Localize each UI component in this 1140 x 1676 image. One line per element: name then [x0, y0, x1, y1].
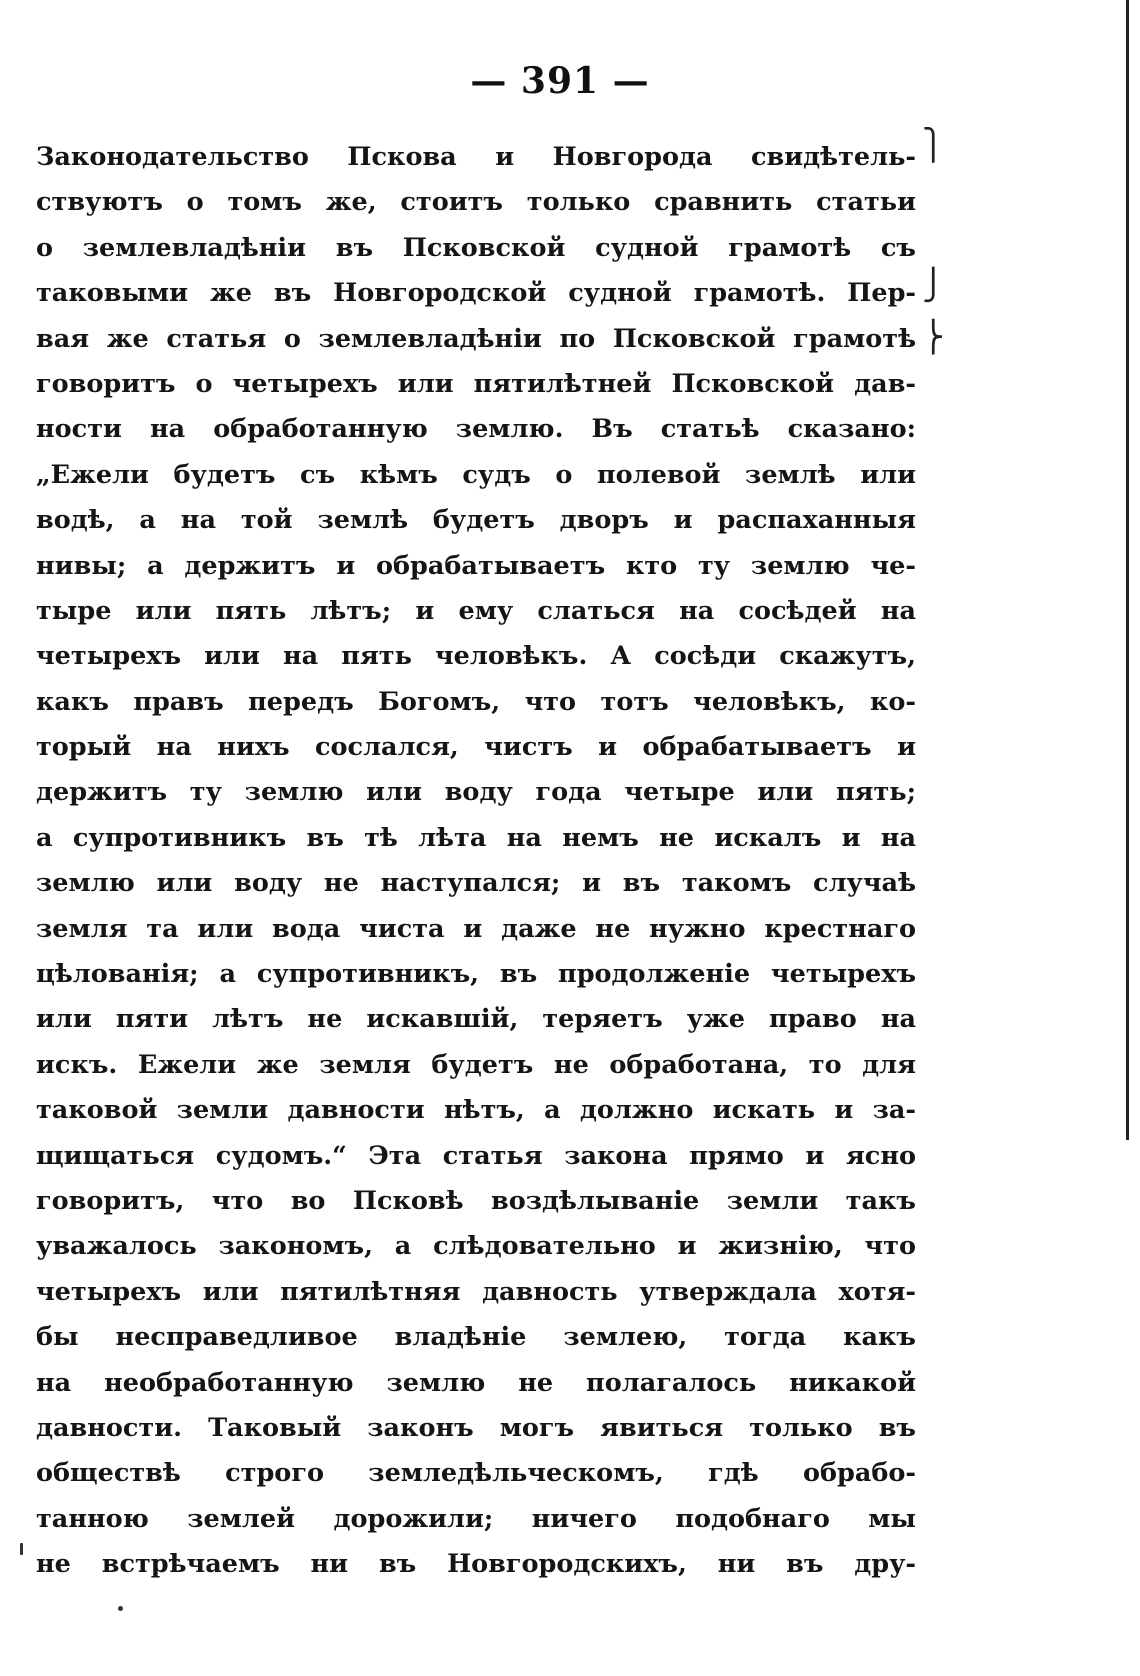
text-line: тыре или пять лѣтъ; и ему слаться на сосѣдей на — [36, 595, 916, 626]
page-number: — 391 — — [470, 60, 650, 102]
text-line: землю или воду не наступался; и въ такомъ случаѣ — [36, 868, 916, 899]
text-line: Законодательство Пскова и Новгорода свидѣтель- — [36, 142, 916, 172]
text-line: давности. Таковый законъ могъ явиться только въ — [36, 1412, 916, 1443]
text-line: танною землей дорожили; ничего подобнаго мы — [36, 1503, 916, 1534]
body-text — [36, 135, 916, 1588]
text-line: четырехъ или пятилѣтняя давность утверждала хотя- — [36, 1276, 916, 1307]
text-line: а супротивникъ въ тѣ лѣта на немъ не искалъ и на — [36, 822, 916, 853]
text-line: вая же статья о землевладѣніи по Псковской грамотѣ — [36, 323, 916, 354]
text-line: ствуютъ о томъ же, стоитъ только сравнить статьи — [36, 187, 916, 218]
text-line: не встрѣчаемъ ни въ Новгородскихъ, ни въ дру- — [36, 1549, 916, 1580]
text-line: говоритъ, что во Псковѣ воздѣлываніе земли такъ — [36, 1185, 916, 1216]
text-line: искъ. Ежели же земля будетъ не обработана, то для — [36, 1049, 916, 1080]
text-line: держитъ ту землю или воду года четыре или пять; — [36, 777, 916, 808]
page-edge-line — [1126, 0, 1129, 1140]
text-line: цѣлованія; а супротивникъ, въ продолженіе четырехъ — [36, 959, 916, 990]
text-line: какъ правъ передъ Богомъ, что тотъ человѣкъ, ко- — [36, 686, 916, 717]
text-line: ности на обработанную землю. Въ статьѣ сказано: — [36, 414, 916, 445]
margin-bracket-mark: ⎬ — [922, 320, 945, 355]
text-line: таковыми же въ Новгородской судной грамотѣ. Пер- — [36, 278, 916, 309]
text-line: щищаться судомъ.“ Эта статья закона прямо и ясно — [36, 1140, 916, 1171]
text-line: четырехъ или на пять человѣкъ. А сосѣди скажутъ, — [36, 641, 916, 672]
text-line: уважалось закономъ, а слѣдовательно и жизнію, что — [36, 1231, 916, 1262]
text-line: о землевладѣніи въ Псковской судной грамотѣ съ — [36, 232, 916, 263]
margin-bracket-mark: ⎫ — [922, 128, 945, 163]
text-line: говоритъ о четырехъ или пятилѣтней Псковской дав- — [36, 368, 916, 399]
margin-bracket-mark: ⎭ — [922, 268, 945, 303]
text-line: водѣ, а на той землѣ будетъ дворъ и распаханныя — [36, 505, 916, 536]
text-line: торый на нихъ сослался, чистъ и обрабатываетъ и — [36, 732, 916, 763]
text-line: на необработанную землю не полагалось никакой — [36, 1367, 916, 1398]
text-line: земля та или вода чиста и даже не нужно крестнаго — [36, 913, 916, 944]
text-line: бы несправедливое владѣніе землею, тогда какъ — [36, 1322, 916, 1353]
text-line: „Ежели будетъ съ кѣмъ судъ о полевой землѣ или — [36, 459, 916, 490]
text-line: обществѣ строго земледѣльческомъ, гдѣ обрабо- — [36, 1458, 916, 1489]
text-line: таковой земли давности нѣтъ, а должно искать и за- — [36, 1095, 916, 1126]
text-line: нивы; а держитъ и обрабатываетъ кто ту землю че- — [36, 550, 916, 581]
ink-speck — [20, 1543, 23, 1555]
ink-speck — [118, 1606, 123, 1611]
text-line: или пяти лѣтъ не искавшій, теряетъ уже право на — [36, 1004, 916, 1035]
